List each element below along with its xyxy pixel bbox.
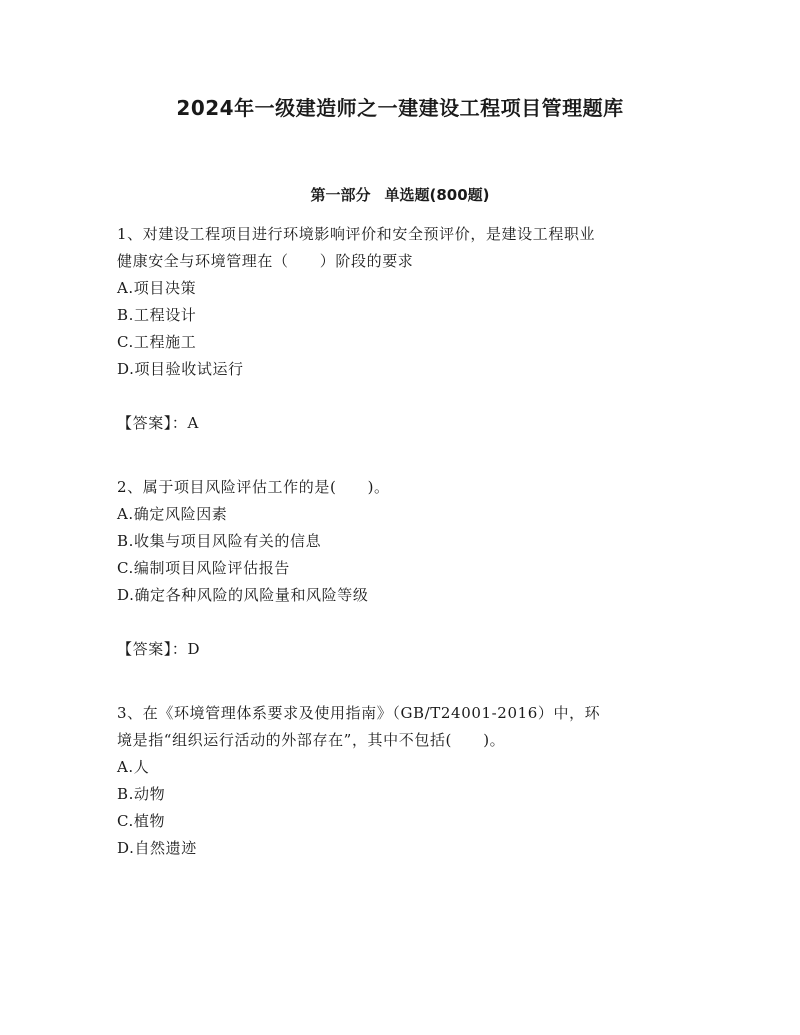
question-3-option-a: A.人 xyxy=(117,758,150,776)
document-title: 2024年一级建造师之一建建设工程项目管理题库 xyxy=(176,96,624,120)
question-3-option-c: C.植物 xyxy=(117,812,166,830)
question-1-option-b: B.工程设计 xyxy=(117,306,197,324)
question-3-stem-line-1: 3、在《环境管理体系要求及使用指南》（GB/T24001-2016）中，环 xyxy=(117,704,601,722)
question-3 xyxy=(117,700,687,862)
question-2-answer: 【答案】：D xyxy=(117,640,201,658)
question-2-stem-line-1: 2、属于项目风险评估工作的是( )。 xyxy=(117,478,390,496)
question-2-option-c: C.编制项目风险评估报告 xyxy=(117,559,290,577)
question-1-answer: 【答案】：A xyxy=(117,414,199,432)
question-1 xyxy=(117,221,687,437)
question-3-option-b: B.动物 xyxy=(117,785,166,803)
section-heading xyxy=(0,183,800,207)
question-3-option-d: D.自然遗迹 xyxy=(117,839,197,857)
question-1-option-a: A.项目决策 xyxy=(117,279,197,297)
section-name: 单选题(800题) xyxy=(384,186,490,204)
question-1-option-d: D.项目验收试运行 xyxy=(117,360,244,378)
question-3-stem-line-2: 境是指“组织运行活动的外部存在”，其中不包括( )。 xyxy=(117,731,506,749)
question-list xyxy=(117,221,687,862)
question-2-option-a: A.确定风险因素 xyxy=(117,505,228,523)
question-1-stem-line-1: 1、对建设工程项目进行环境影响评价和安全预评价，是建设工程职业 xyxy=(117,225,596,243)
question-2-option-b: B.收集与项目风险有关的信息 xyxy=(117,532,322,550)
question-2-option-d: D.确定各种风险的风险量和风险等级 xyxy=(117,586,369,604)
question-1-option-c: C.工程施工 xyxy=(117,333,197,351)
question-2 xyxy=(117,474,687,663)
question-1-stem-line-2: 健康安全与环境管理在（ ）阶段的要求 xyxy=(117,252,414,270)
section-part: 第一部分 xyxy=(310,186,371,204)
